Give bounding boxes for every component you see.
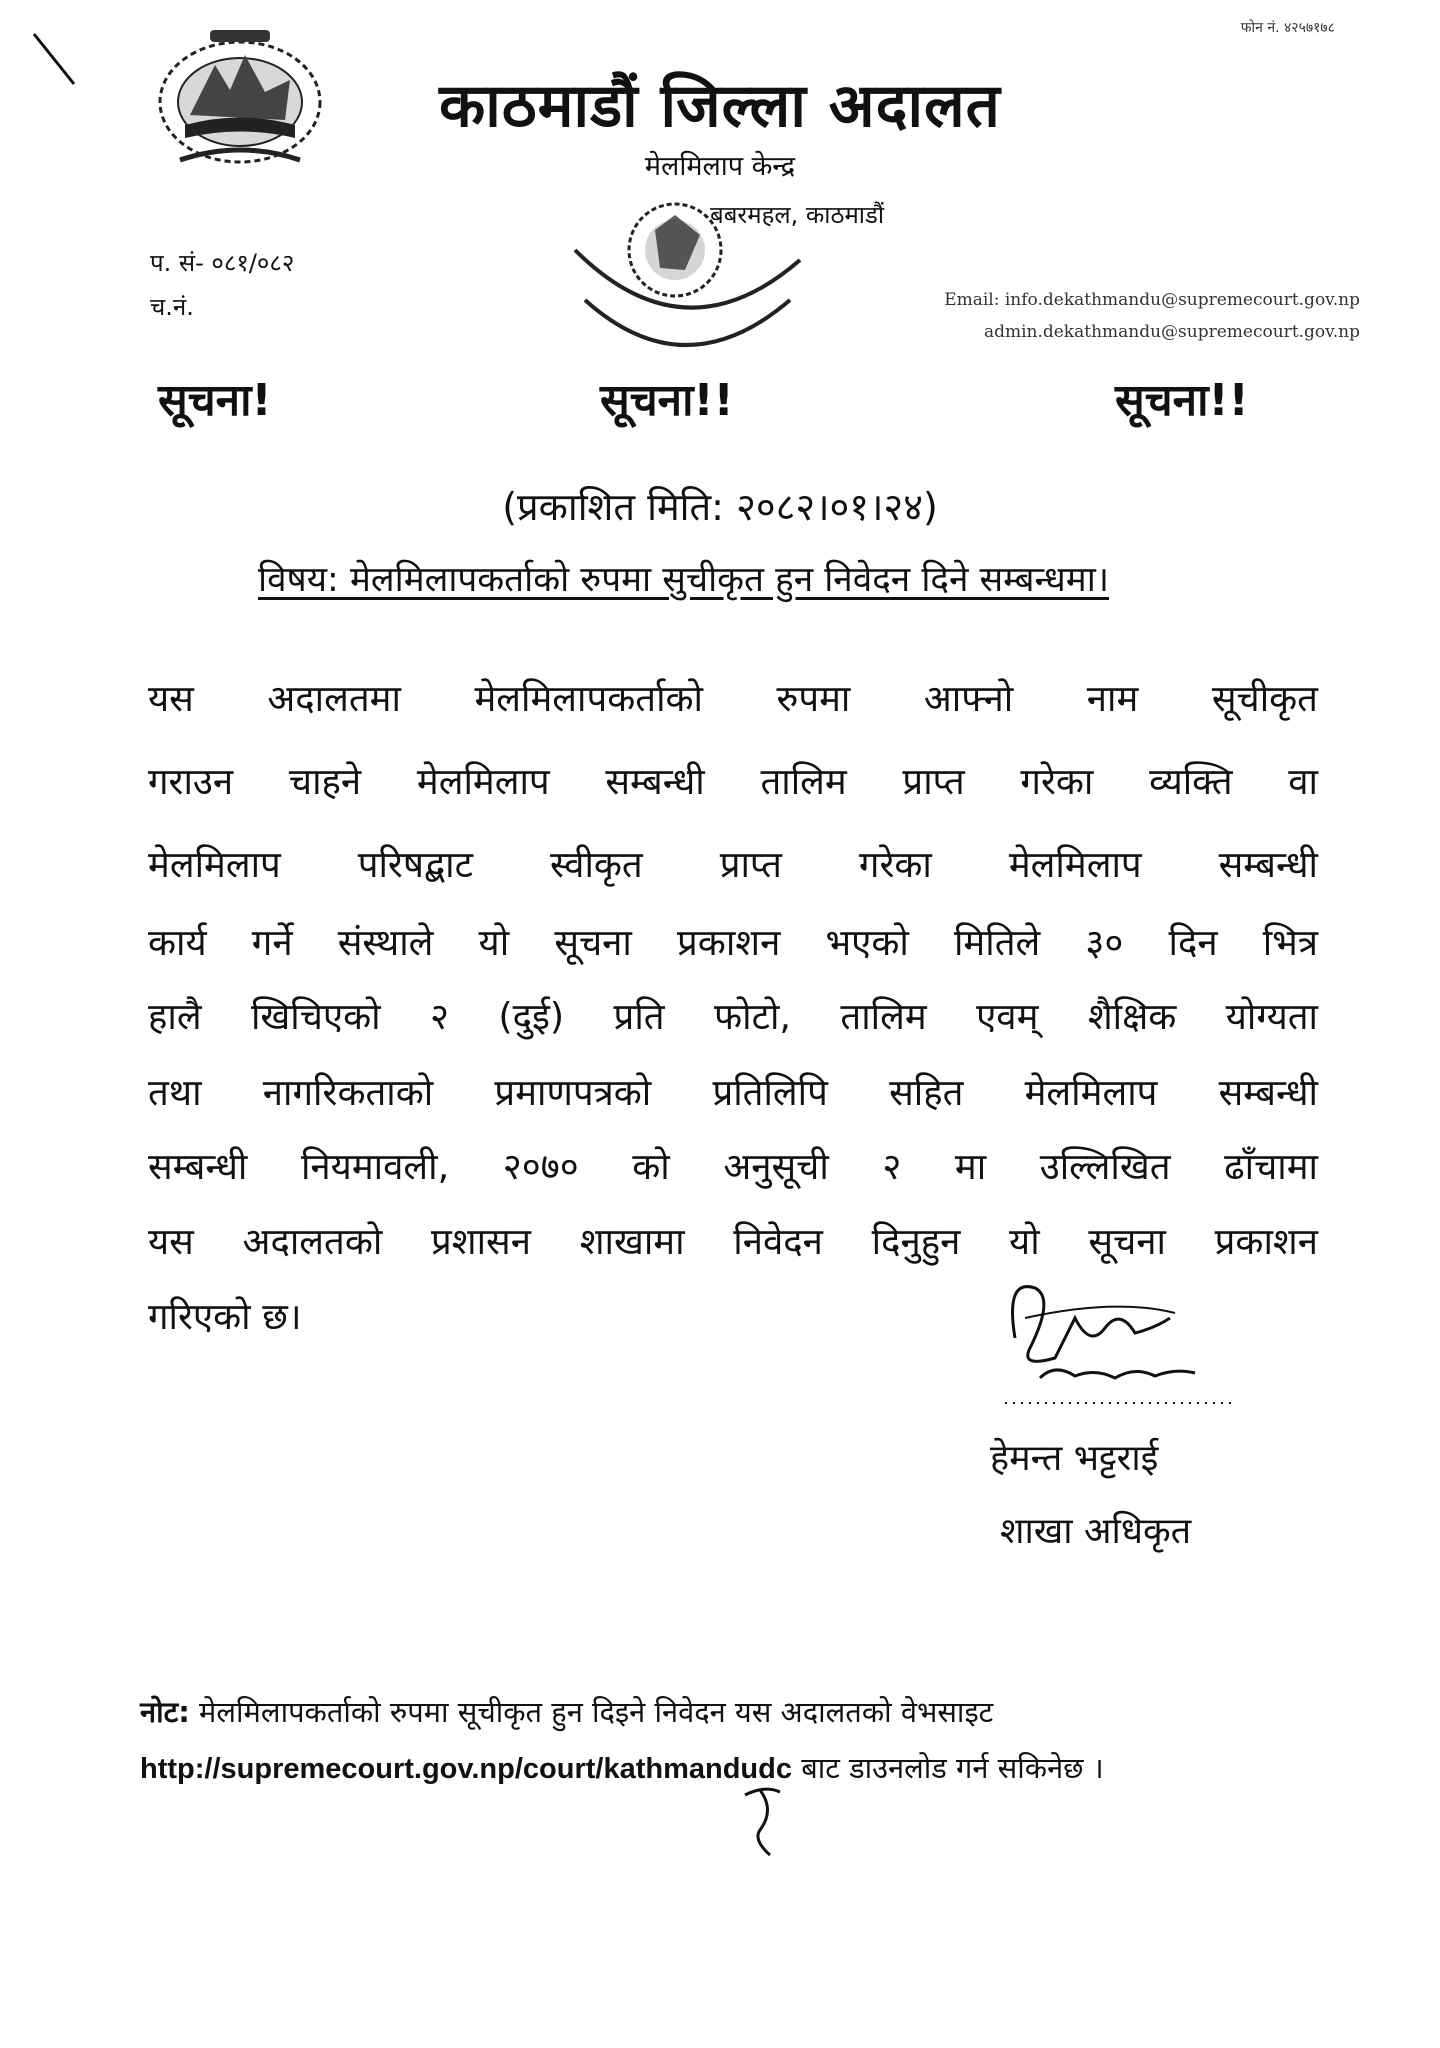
body-line: मेलमिलाप परिषद्बाट स्वीकृत प्राप्त गरेका मेलमिलाप सम्बन्धी bbox=[148, 843, 1318, 886]
mediation-center-address: बबरमहल, काठमाडौं bbox=[710, 201, 885, 229]
email-admin: admin.dekathmandu@supremecourt.gov.np bbox=[983, 322, 1360, 342]
note-text: मेलमिलापकर्ताको रुपमा सूचीकृत हुन दिइने निवेदन यस अदालतको वेभसाइट bbox=[199, 1695, 994, 1729]
body-line: यस अदालतमा मेलमिलापकर्ताको रुपमा आफ्नो नाम सूचीकृत bbox=[148, 677, 1318, 720]
signatory-title: शाखा अधिकृत bbox=[1000, 1511, 1192, 1552]
subject-line: विषय: मेलमिलापकर्ताको रुपमा सुचीकृत हुन निवेदन दिने सम्बन्धमा। bbox=[258, 560, 1110, 600]
note-label: नोट: bbox=[140, 1695, 190, 1729]
dispatch-number: च.नं. bbox=[150, 293, 194, 321]
download-url: http://supremecourt.gov.np/court/kathmandudc bbox=[140, 1753, 792, 1785]
court-seal-stamp bbox=[555, 190, 815, 395]
handwritten-signature bbox=[995, 1258, 1245, 1423]
note-text-after: बाट डाउनलोड गर्न सकिनेछ । bbox=[801, 1751, 1104, 1785]
body-line: हालै खिचिएको २ (दुई) प्रति फोटो, तालिम एवम् शैक्षिक योग्यता bbox=[148, 995, 1318, 1038]
body-line: कार्य गर्ने संस्थाले यो सूचना प्रकाशन भएको मितिले ३० दिन भित्र bbox=[148, 921, 1318, 964]
body-line: तथा नागरिकताको प्रमाणपत्रको प्रतिलिपि सहित मेलमिलाप सम्बन्धी bbox=[148, 1071, 1318, 1114]
notice-title-left: सूचना! bbox=[158, 375, 272, 426]
body-line-last: गरिएको छ। bbox=[148, 1295, 302, 1338]
body-line: गराउन चाहने मेलमिलाप सम्बन्धी तालिम प्राप्त गरेका व्यक्ति वा bbox=[148, 760, 1318, 803]
reference-number: प. सं- ०८१/०८२ bbox=[150, 249, 295, 277]
mediation-center-name: मेलमिलाप केन्द्र bbox=[644, 151, 796, 182]
body-line: सम्बन्धी नियमावली, २०७० को अनुसूची २ मा उल्लिखित ढाँचामा bbox=[148, 1145, 1318, 1188]
court-name: काठमाडौं जिल्ला अदालत bbox=[439, 71, 1001, 141]
note-line bbox=[140, 1692, 993, 1731]
note-url-line bbox=[140, 1748, 1104, 1787]
phone-number: फोन नं. ४२५७१७८ bbox=[1240, 20, 1335, 36]
notice-title-center: सूचना!! bbox=[600, 375, 734, 426]
body-line: यस अदालतको प्रशासन शाखामा निवेदन दिनुहुन यो सूचना प्रकाशन bbox=[148, 1220, 1318, 1263]
handwritten-initial bbox=[735, 1780, 795, 1860]
publication-date: (प्रकाशित मिति: २०८२।०१।२४) bbox=[502, 485, 938, 529]
email-info: Email: info.dekathmandu@supremecourt.gov.np bbox=[944, 290, 1360, 310]
signatory-name: हेमन्त भट्टराई bbox=[990, 1438, 1159, 1479]
notice-title-right: सूचना!! bbox=[1115, 375, 1249, 426]
